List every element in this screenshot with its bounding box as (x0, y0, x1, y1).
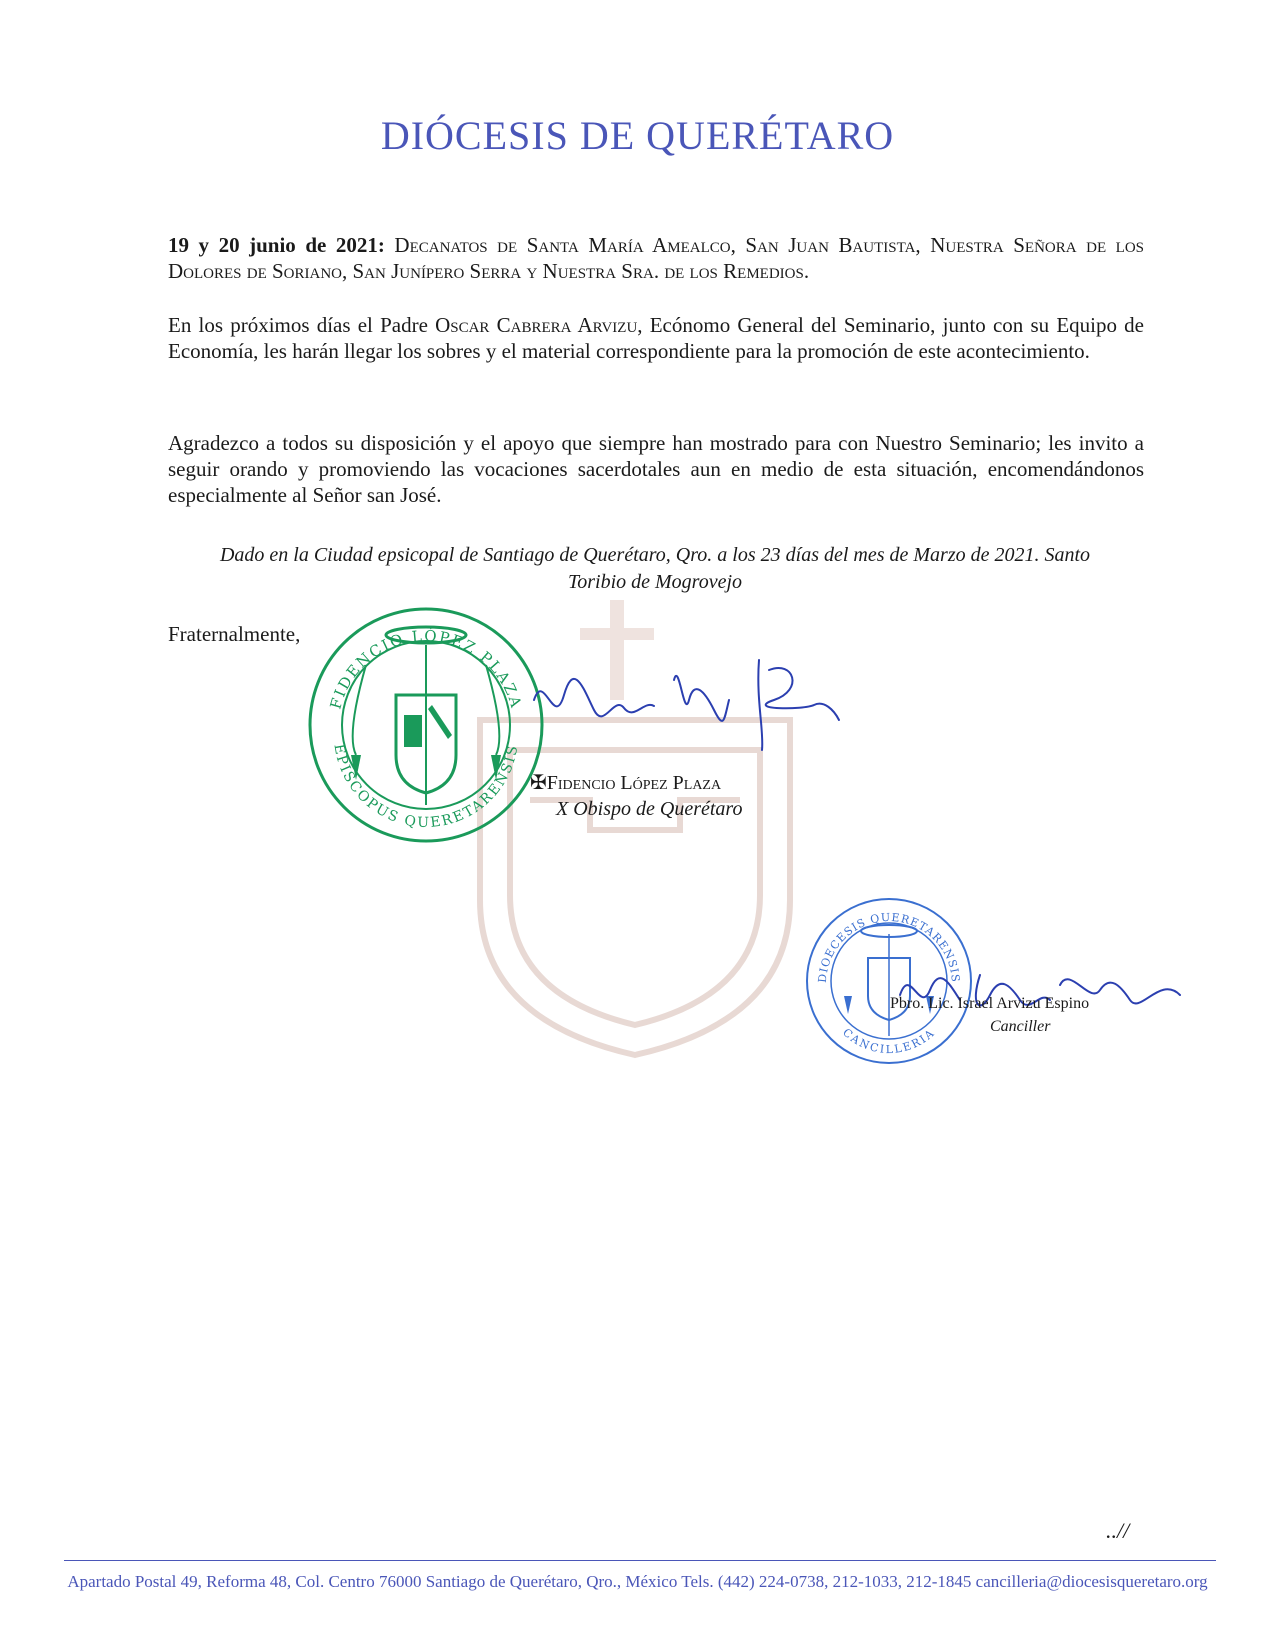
paragraph-materials (168, 312, 1144, 364)
bishop-seal (306, 605, 546, 845)
chancellor-name-text: Pbro. Lic. Israel Arvizu Espino (890, 995, 1090, 1012)
bishop-seal-bottom-text: EPISCOPUS QUERETARENSIS (330, 742, 522, 832)
chancery-seal-bottom-text: CANCILLERIA (840, 1025, 938, 1057)
chancery-seal-top-text: DIOECESIS QUERETARENSIS (815, 910, 963, 984)
chancellor-title: Canciller (990, 1018, 1051, 1035)
bishop-signature (524, 640, 854, 760)
page-title: DIÓCESIS DE QUERÉTARO (380, 113, 895, 158)
paragraph-dates (168, 232, 1144, 284)
footer-divider (64, 1560, 1216, 1561)
paragraph-gratitude: Agradezco a todos su disposición y el apoyo que siempre han mostrado para con Nuestro Seminario; les invito a seguir orando y promoviendo las vocaciones sacerdotales aun en medio de esta situación, encomendándonos especialmente al Señor san José. (168, 431, 1144, 507)
chancellor-signature (890, 955, 1190, 1025)
given-at-line: Dado en la Ciudad epsicopal de Santiago de Querétaro, Qro. a los 23 días del mes de Marzo de 2021. Santo Toribio de Mogrovejo (219, 544, 1091, 593)
continuation-marker: ..// (1106, 1518, 1130, 1543)
footer-address: Apartado Postal 49, Reforma 48, Col. Centro 76000 Santiago de Querétaro, Qro., México Tels. (442) 224-0738, 212-1033, 212-1845 cancilleria@diocesisqueretaro.org (67, 1572, 1208, 1591)
materials-text-before: En los próximos días el Padre (168, 313, 436, 337)
econome-name: Oscar Cabrera Arvizu (435, 313, 638, 337)
materials-text-after: , Ecónomo General del Seminario, junto con su Equipo de Economía, les harán llegar los sobres y el material correspondiente para la promoción de este acontecimiento. (168, 313, 1144, 363)
closing-salutation: Fraternalmente, (168, 622, 301, 646)
bishop-seal-top-text: FIDENCIO LÓPEZ PLAZA (326, 626, 526, 712)
bishop-name: ✠Fidencio López Plaza (530, 772, 722, 794)
dates-label: 19 y 20 junio de 2021: (168, 233, 385, 257)
bishop-title: X Obispo de Querétaro (556, 798, 743, 820)
chancellor-name (890, 995, 1089, 1013)
deaneries-list: Decanatos de Santa María Amealco, San Juan Bautista, Nuestra Señora de los Dolores de Soriano, San Junípero Serra y Nuestra Sra. de los Remedios. (168, 233, 1144, 283)
